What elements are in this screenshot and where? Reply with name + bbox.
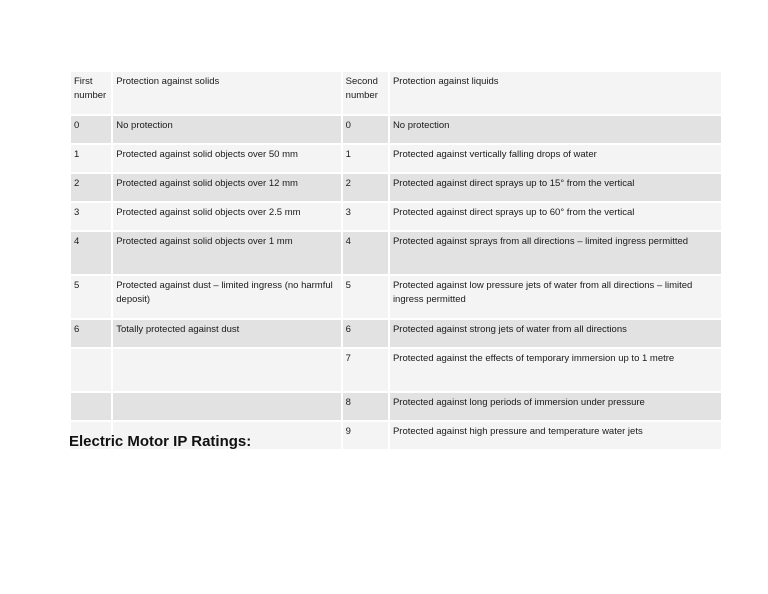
liquids-cell: Protected against strong jets of water from all directions <box>390 320 721 347</box>
first-number-cell: 2 <box>71 174 111 201</box>
first-number-cell: 5 <box>71 276 111 318</box>
table-row <box>71 320 721 347</box>
first-number-cell: 6 <box>71 320 111 347</box>
solids-cell <box>113 349 340 391</box>
liquids-cell: No protection <box>390 116 721 143</box>
liquids-cell: Protected against direct sprays up to 15° from the vertical <box>390 174 721 201</box>
solids-cell <box>113 393 340 420</box>
first-number-cell: 3 <box>71 203 111 230</box>
ip-rating-table <box>69 70 723 451</box>
second-number-cell: 1 <box>343 145 388 172</box>
solids-cell: No protection <box>113 116 340 143</box>
second-number-cell: 9 <box>343 422 388 449</box>
liquids-cell: Protected against high pressure and temperature water jets <box>390 422 721 449</box>
solids-cell: Protected against dust – limited ingress (no harmful deposit) <box>113 276 340 318</box>
table-row <box>71 116 721 143</box>
second-number-cell: 7 <box>343 349 388 391</box>
table-row <box>71 393 721 420</box>
first-number-cell: 0 <box>71 116 111 143</box>
liquids-cell: Protected against low pressure jets of water from all directions – limited ingress permitted <box>390 276 721 318</box>
liquids-cell: Protected against the effects of temporary immersion up to 1 metre <box>390 349 721 391</box>
solids-cell: Protected against solid objects over 50 mm <box>113 145 340 172</box>
liquids-cell: Protected against sprays from all directions – limited ingress permitted <box>390 232 721 274</box>
second-number-cell: 8 <box>343 393 388 420</box>
liquids-cell: Protected against long periods of immersion under pressure <box>390 393 721 420</box>
solids-cell: Protected against solid objects over 12 mm <box>113 174 340 201</box>
header-protection-liquids: Protection against liquids <box>390 72 721 114</box>
second-number-cell: 6 <box>343 320 388 347</box>
first-number-cell: 4 <box>71 232 111 274</box>
header-first-number: First number <box>71 72 111 114</box>
header-second-number: Second number <box>343 72 388 114</box>
table-row <box>71 276 721 318</box>
table-header-row <box>71 72 721 114</box>
liquids-cell: Protected against direct sprays up to 60° from the vertical <box>390 203 721 230</box>
second-number-cell: 5 <box>343 276 388 318</box>
second-number-cell: 3 <box>343 203 388 230</box>
header-protection-solids: Protection against solids <box>113 72 340 114</box>
solids-cell: Protected against solid objects over 1 mm <box>113 232 340 274</box>
table-row <box>71 203 721 230</box>
table-row <box>71 232 721 274</box>
table-row <box>71 145 721 172</box>
solids-cell: Protected against solid objects over 2.5 mm <box>113 203 340 230</box>
first-number-cell: 1 <box>71 145 111 172</box>
solids-cell: Totally protected against dust <box>113 320 340 347</box>
first-number-cell <box>71 393 111 420</box>
section-heading: Electric Motor IP Ratings: <box>69 433 252 450</box>
first-number-cell <box>71 349 111 391</box>
second-number-cell: 0 <box>343 116 388 143</box>
second-number-cell: 4 <box>343 232 388 274</box>
second-number-cell: 2 <box>343 174 388 201</box>
table-row <box>71 349 721 391</box>
table-row <box>71 174 721 201</box>
liquids-cell: Protected against vertically falling drops of water <box>390 145 721 172</box>
